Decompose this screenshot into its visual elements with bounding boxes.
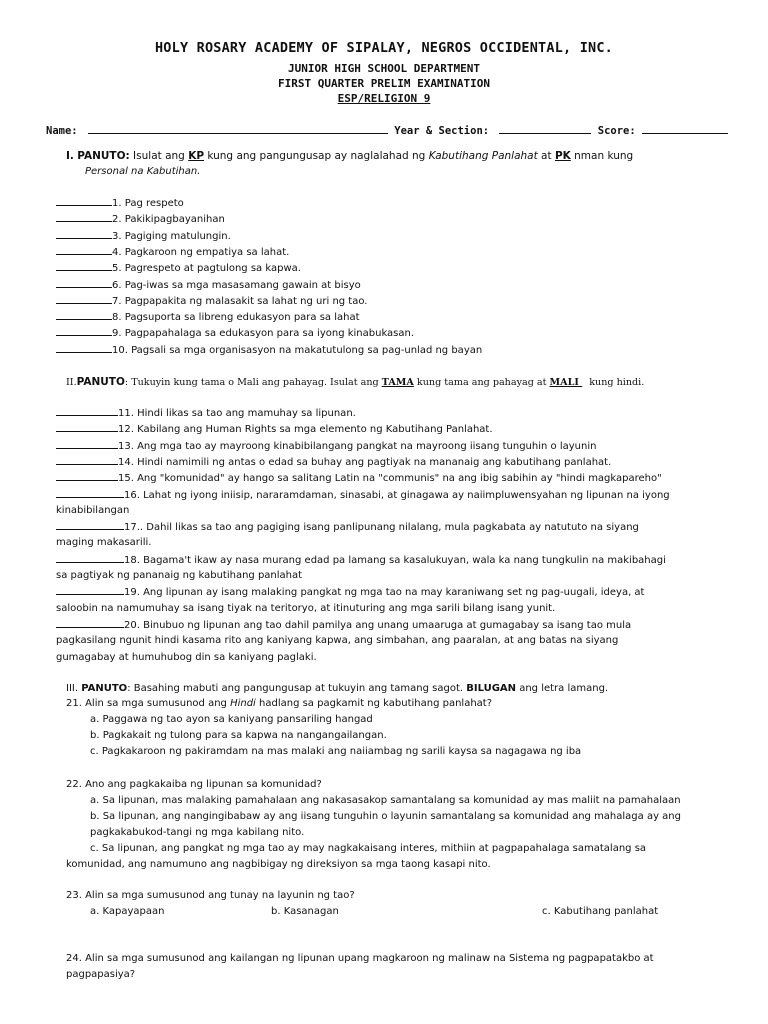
item-number: 7. xyxy=(112,295,122,307)
item-number: 10. xyxy=(112,344,128,356)
q21-choice-c[interactable]: c. Pagkakaroon ng pakiramdam na mas malaki ang naiiambag ng sarili kaysa sa nagagawa ng iba xyxy=(90,746,582,757)
item-text: Kabilang ang Human Rights sa mga elemento ng Kabutihang Panlahat. xyxy=(137,424,493,436)
part2-item xyxy=(56,520,639,534)
answer-blank[interactable] xyxy=(56,261,112,271)
q23-choice-a[interactable]: a. Kapayapaan xyxy=(90,906,165,917)
part1-instructions: I. PANUTO: Isulat ang KP kung ang pangungusap ay naglalahad ng Kabutihang Panlahat at PK nman kung xyxy=(66,150,634,162)
part1-item xyxy=(56,326,414,340)
item-number: 15. xyxy=(118,473,134,485)
item-number: 2. xyxy=(112,214,122,226)
part2-item-cont xyxy=(56,569,302,582)
q22-choice-c[interactable]: c. Sa lipunan, ang pangkat ng mga tao ay may nagkakaisang interes, mithiin at pagpapahalaga samatalang sa xyxy=(90,843,647,854)
score-label: Score: xyxy=(597,125,636,137)
part3-instructions: III. PANUTO: Basahing mabuti ang pangungusap at tukuyin ang tamang sagot. BILUGAN ang letra lamang. xyxy=(66,683,609,694)
item-text: Pagsali sa mga organisasyon na makatutulong sa pag-unlad ng bayan xyxy=(131,344,483,356)
answer-blank[interactable] xyxy=(56,553,124,563)
part1-item xyxy=(56,245,289,259)
q23-choice-b[interactable]: b. Kasanagan xyxy=(271,906,339,917)
department-name: JUNIOR HIGH SCHOOL DEPARTMENT xyxy=(287,62,481,75)
exam-title: FIRST QUARTER PRELIM EXAMINATION xyxy=(278,77,490,90)
part2-item-cont xyxy=(56,651,317,664)
answer-blank[interactable] xyxy=(56,278,112,288)
item-text: Ang mga tao ay mayroong kinabibilangang pangkat na mayroong iisang tunguhin o layunin xyxy=(137,440,597,452)
question-21: 21. Alin sa mga sumusunod ang Hindi hadlang sa pagkamit ng kabutihang panlahat? xyxy=(66,698,493,709)
part2-item-cont xyxy=(56,536,151,549)
answer-blank[interactable] xyxy=(56,585,124,595)
q22-choice-b[interactable]: b. Sa lipunan, ang nangingibabaw ay ang iisang tunguhin o layunin samantalang sa komunidad ang mahalaga ay ang xyxy=(90,811,681,822)
part2-item xyxy=(56,439,596,453)
answer-blank[interactable] xyxy=(56,439,118,449)
part2-item xyxy=(56,618,631,632)
part1-item xyxy=(56,294,367,308)
q21-choice-a[interactable]: a. Paggawa ng tao ayon sa kaniyang pansariling hangad xyxy=(90,714,373,725)
answer-blank[interactable] xyxy=(56,245,112,255)
item-number: 17.. xyxy=(124,522,144,534)
score-blank[interactable] xyxy=(642,124,728,134)
answer-blank[interactable] xyxy=(56,229,112,239)
school-name: HOLY ROSARY ACADEMY OF SIPALAY, NEGROS OCCIDENTAL, INC. xyxy=(154,40,614,56)
part1-item xyxy=(56,261,301,275)
q22-choice-c-cont: komunidad, ang namumuno ang nagbibigay ng direksiyon sa mga taong kasapi nito. xyxy=(66,859,491,870)
answer-blank[interactable] xyxy=(56,326,112,336)
part2-item xyxy=(56,422,493,436)
item-number: 13. xyxy=(118,440,134,452)
answer-blank[interactable] xyxy=(56,196,112,206)
item-number: 12. xyxy=(118,424,134,436)
q23-choice-c[interactable]: c. Kabutihang panlahat xyxy=(542,906,659,917)
item-number: 3. xyxy=(112,230,122,242)
item-text: Dahil likas sa tao ang pagiging isang panlipunang nilalang, mula pagkabata ay natututo na siyang xyxy=(146,522,639,534)
answer-blank[interactable] xyxy=(56,471,118,481)
item-number: 14. xyxy=(118,456,134,468)
item-number: 5. xyxy=(112,263,122,275)
answer-blank[interactable] xyxy=(56,406,118,416)
item-text: saloobin na namumuhay sa isang tiyak na teritoryo, at itinuturing ang mga sarili bilang isang yunit. xyxy=(56,602,556,614)
item-text: Pagpapakita ng malasakit sa lahat ng uri ng tao. xyxy=(124,295,368,307)
part2-item-cont xyxy=(56,504,129,517)
name-blank[interactable] xyxy=(88,124,388,134)
item-number: 4. xyxy=(112,246,122,258)
item-number: 8. xyxy=(112,312,122,324)
question-23: 23. Alin sa mga sumusunod ang tunay na layunin ng tao? xyxy=(66,890,355,901)
q21-choice-b[interactable]: b. Pagkakait ng tulong para sa kapwa na nangangailangan. xyxy=(90,730,387,741)
item-text: Hindi namimili ng antas o edad sa buhay ang pagtiyak na mananaig ang kabutihang panlahat. xyxy=(137,456,612,468)
part1-instructions-line2: Personal na Kabutihan. xyxy=(85,166,201,177)
year-section-blank[interactable] xyxy=(499,124,591,134)
item-number: 20. xyxy=(124,619,140,631)
answer-blank[interactable] xyxy=(56,343,112,353)
answer-blank[interactable] xyxy=(56,455,118,465)
question-24: 24. Alin sa mga sumusunod ang kailangan ng lipunan upang magkaroon ng malinaw na Sistema ng pagpapatakbo at xyxy=(66,953,654,964)
part2-item xyxy=(56,585,644,599)
part2-item xyxy=(56,553,666,567)
answer-blank[interactable] xyxy=(56,294,112,304)
item-text: sa pagtiyak ng pananaig ng kabutihang panlahat xyxy=(56,570,303,581)
question-22: 22. Ano ang pagkakaiba ng lipunan sa komunidad? xyxy=(66,779,322,790)
item-text: Pag respeto xyxy=(124,198,184,209)
part2-item xyxy=(56,455,611,469)
item-text: Pag-iwas sa mga masasamang gawain at bisyo xyxy=(124,279,361,291)
q22-choice-a[interactable]: a. Sa lipunan, mas malaking pamahalaan ang nakasasakop samantalang sa komunidad ay mas maliit na pamahalaan xyxy=(90,795,681,806)
student-info-line xyxy=(46,124,728,137)
item-text: gumagabay at humuhubog din sa kaniyang paglaki. xyxy=(56,651,317,663)
item-text: kinabibilangan xyxy=(56,504,130,516)
name-label: Name: xyxy=(46,125,78,137)
part1-item xyxy=(56,229,231,243)
item-text: Pakikipagbayanihan xyxy=(124,214,225,226)
question-24-cont: pagpapasiya? xyxy=(66,969,136,980)
answer-blank[interactable] xyxy=(56,212,112,222)
item-text: maging makasarili. xyxy=(56,537,152,549)
item-text: Ang "komunidad" ay hango sa salitang Latin na "communis" na ang ibig sabihin ay "hindi magkapareho" xyxy=(137,473,662,485)
part2-item xyxy=(56,406,356,420)
part2-item-cont xyxy=(56,602,555,615)
item-number: 18. xyxy=(124,554,140,566)
part1-item xyxy=(56,212,225,226)
part1-item xyxy=(56,343,482,357)
item-number: 6. xyxy=(112,279,122,291)
item-number: 11. xyxy=(118,408,134,419)
answer-blank[interactable] xyxy=(56,488,124,498)
part2-instructions: II.PANUTO: Tukuyin kung tama o Mali ang pahayag. Isulat ang TAMA kung tama ang pahayag at MALI kung hindi. xyxy=(66,376,645,388)
answer-blank[interactable] xyxy=(56,520,124,530)
item-text: Pagsuporta sa libreng edukasyon para sa lahat xyxy=(124,312,360,324)
year-section-label: Year & Section: xyxy=(394,125,490,137)
item-text: pagkasilang ngunit hindi kasama rito ang kaniyang kapwa, ang simbahan, ang paaralan, at ang batas na siyang xyxy=(56,635,619,647)
part2-item-cont xyxy=(56,634,618,647)
item-text: Ang lipunan ay isang malaking pangkat ng mga tao na may karaniwang set ng pag-uugali, ideya, at xyxy=(143,587,645,599)
item-text: Pagkaroon ng empatiya sa lahat. xyxy=(124,246,290,258)
q22-choice-b-cont: pagkakabukod-tangi ng mga kabilang nito. xyxy=(90,827,305,838)
item-text: Binubuo ng lipunan ang tao dahil pamilya ang unang umaaruga at gumagabay sa isang tao mula xyxy=(143,619,632,631)
item-text: Pagrespeto at pagtulong sa kapwa. xyxy=(124,263,301,275)
part1-item xyxy=(56,278,361,292)
answer-blank[interactable] xyxy=(56,422,118,432)
answer-blank[interactable] xyxy=(56,310,112,320)
part2-item xyxy=(56,471,662,485)
item-number: 16. xyxy=(124,489,140,501)
item-text: Pagpapahalaga sa edukasyon para sa iyong kinabukasan. xyxy=(124,328,415,340)
item-number: 19. xyxy=(124,587,140,599)
answer-blank[interactable] xyxy=(56,618,124,628)
item-text: Lahat ng iyong iniisip, nararamdaman, sinasabi, at ginagawa ay naiimpluwensyahan ng lipunan na iyong xyxy=(143,489,670,501)
item-text: Pagiging matulungin. xyxy=(124,230,231,242)
item-text: Bagama't ikaw ay nasa murang edad pa lamang sa kasalukuyan, wala ka nang tungkulin na makibahagi xyxy=(143,554,666,566)
part2-item xyxy=(56,488,670,502)
subject-title: ESP/RELIGION 9 xyxy=(337,92,431,105)
item-text: Hindi likas sa tao ang mamuhay sa lipunan. xyxy=(137,408,356,419)
part1-item xyxy=(56,196,184,210)
item-number: 9. xyxy=(112,328,122,340)
item-number: 1. xyxy=(112,198,122,209)
part1-item xyxy=(56,310,360,324)
